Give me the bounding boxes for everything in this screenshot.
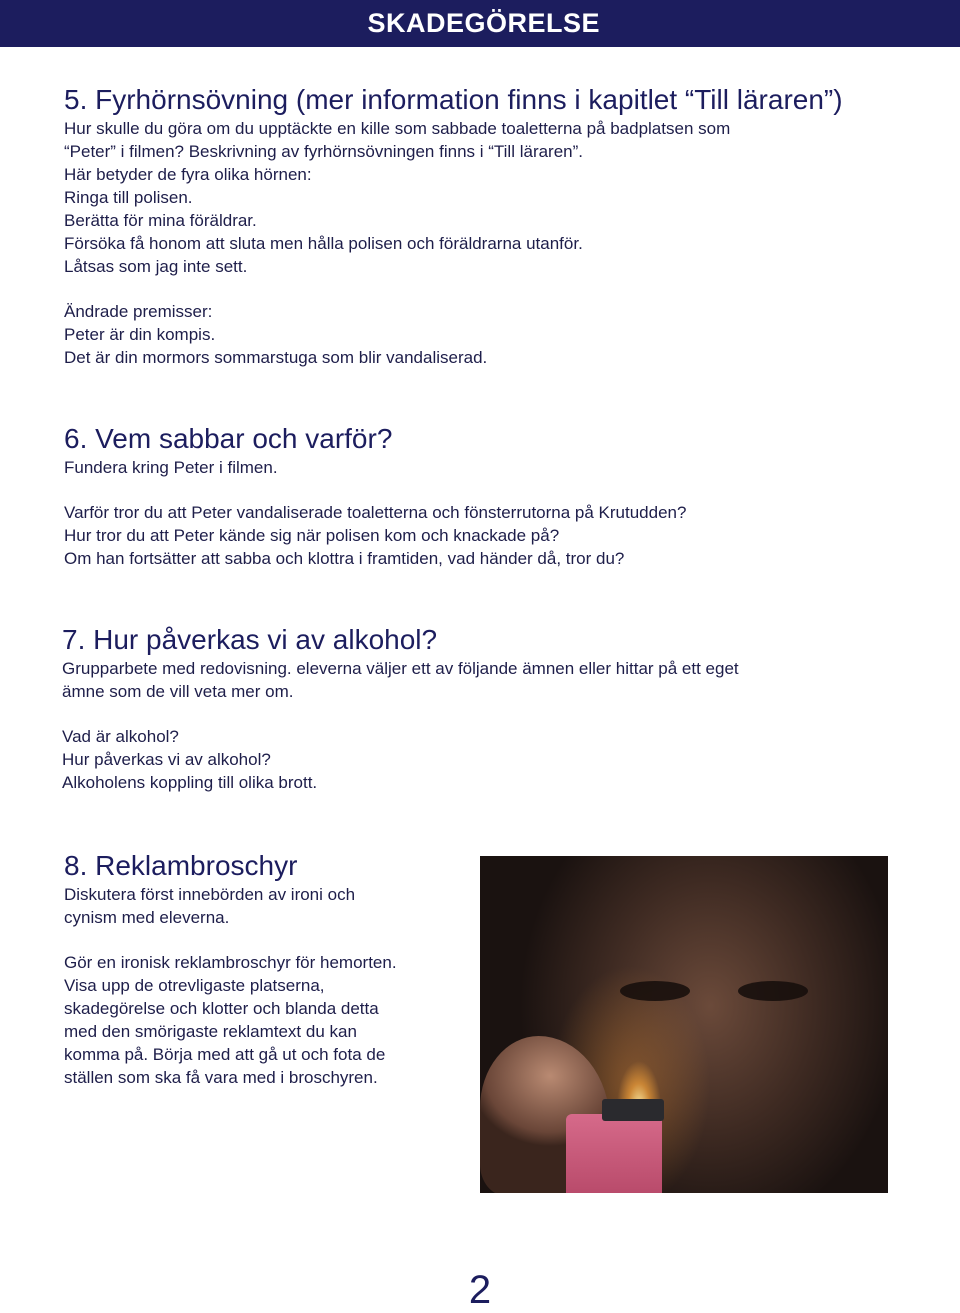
section-6-title: 6. Vem sabbar och varför? bbox=[64, 423, 393, 454]
section-5-line: Hur skulle du göra om du upptäckte en kille som sabbade toaletterna på badplatsen som bbox=[64, 119, 731, 138]
photo-lighter-top bbox=[602, 1099, 664, 1121]
section-6-question: Hur tror du att Peter kände sig när polisen kom och knackade på? bbox=[64, 526, 560, 545]
section-7 bbox=[62, 623, 739, 794]
section-7-topic: Hur påverkas vi av alkohol? bbox=[62, 750, 271, 769]
photo-eye-left bbox=[620, 981, 690, 1001]
header-title: SKADEGÖRELSE bbox=[367, 8, 600, 38]
section-5-line: “Peter” i filmen? Beskrivning av fyrhörnsövningen finns i “Till läraren”. bbox=[64, 142, 584, 161]
section-5-premise-line: Ändrade premisser: bbox=[64, 302, 213, 321]
photo-eye-right bbox=[738, 981, 808, 1001]
section-8-title: 8. Reklambroschyr bbox=[64, 850, 298, 881]
section-8-instruction: Visa upp de otrevligaste platserna, bbox=[64, 976, 325, 995]
section-5-premise-line: Peter är din kompis. bbox=[64, 325, 216, 344]
section-8-instruction: ställen som ska få vara med i broschyren. bbox=[64, 1068, 378, 1087]
section-6-question: Varför tror du att Peter vandaliserade toaletterna och fönsterrutorna på Krutudden? bbox=[64, 503, 687, 522]
section-5-line: Berätta för mina föräldrar. bbox=[64, 211, 257, 230]
section-6-question: Om han fortsätter att sabba och klottra i framtiden, vad händer då, tror du? bbox=[64, 549, 625, 568]
section-8-line: Diskutera först innebörden av ironi och bbox=[64, 885, 356, 904]
section-8-line: cynism med eleverna. bbox=[64, 908, 230, 927]
section-8-instruction: Gör en ironisk reklambroschyr för hemorten. bbox=[64, 953, 397, 972]
section-6-questions bbox=[64, 501, 686, 570]
section-5-title: 5. Fyrhörnsövning (mer information finns i kapitlet “Till läraren”) bbox=[64, 84, 843, 115]
section-7-title: 7. Hur påverkas vi av alkohol? bbox=[62, 624, 438, 655]
section-8-instruction: skadegörelse och klotter och blanda detta bbox=[64, 999, 379, 1018]
section-5-premise-line: Det är din mormors sommarstuga som blir vandaliserad. bbox=[64, 348, 488, 367]
section-5-line: Ringa till polisen. bbox=[64, 188, 193, 207]
lighter-photo bbox=[480, 856, 888, 1193]
section-7-topic: Vad är alkohol? bbox=[62, 727, 179, 746]
section-6-line: Fundera kring Peter i filmen. bbox=[64, 458, 278, 477]
header-bar bbox=[0, 0, 960, 47]
page-number: 2 bbox=[468, 1268, 492, 1312]
section-8-instructions bbox=[64, 951, 397, 1089]
section-8-instruction: komma på. Börja med att gå ut och fota de bbox=[64, 1045, 386, 1064]
section-7-topic: Alkoholens koppling till olika brott. bbox=[62, 773, 318, 792]
section-7-line: Grupparbete med redovisning. eleverna väljer ett av följande ämnen eller hittar på ett eget bbox=[62, 659, 739, 678]
photo-lighter bbox=[566, 1114, 662, 1193]
section-5-line: Försöka få honom att sluta men hålla polisen och föräldrarna utanför. bbox=[64, 234, 583, 253]
section-6 bbox=[64, 422, 686, 570]
section-7-topics bbox=[62, 725, 739, 794]
section-8 bbox=[64, 849, 397, 1089]
section-7-line: ämne som de vill veta mer om. bbox=[62, 682, 294, 701]
section-5 bbox=[64, 83, 843, 369]
section-5-line: Här betyder de fyra olika hörnen: bbox=[64, 165, 312, 184]
section-8-instruction: med den smörigaste reklamtext du kan bbox=[64, 1022, 357, 1041]
section-5-premises bbox=[64, 300, 843, 369]
section-5-line: Låtsas som jag inte sett. bbox=[64, 257, 248, 276]
